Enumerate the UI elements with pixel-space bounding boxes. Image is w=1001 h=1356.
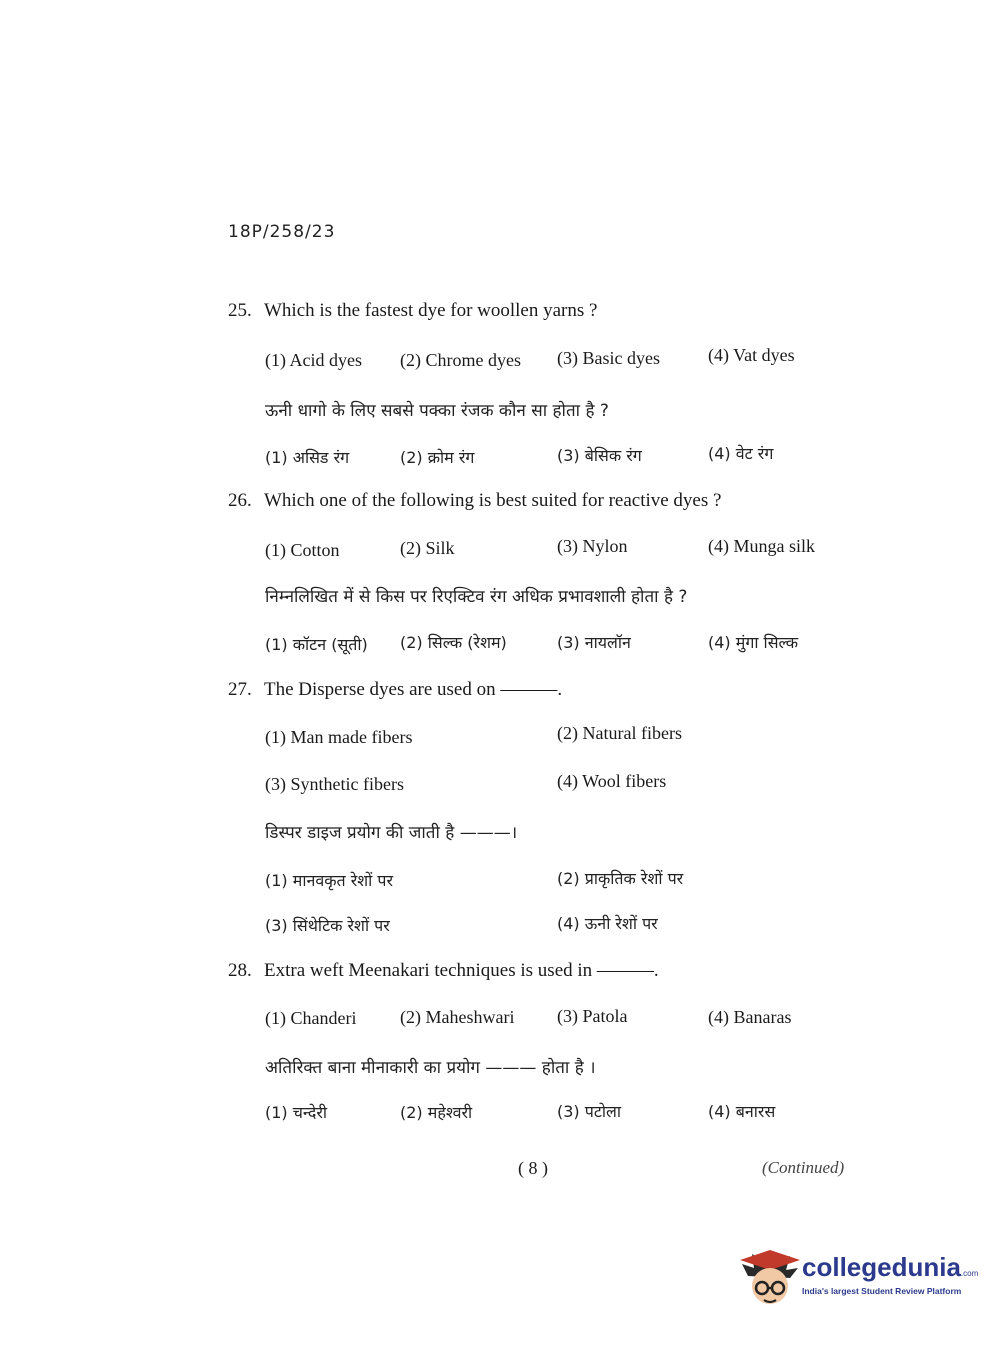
option-4-hindi: (4) मुंगा सिल्क bbox=[708, 633, 799, 652]
question-text-hindi: डिस्पर डाइज प्रयोग की जाती है ———। bbox=[265, 823, 518, 843]
option-3-hindi: (3) पटोला bbox=[557, 1102, 622, 1121]
option-1: (1) Acid dyes bbox=[265, 350, 362, 370]
question-number: 26. bbox=[228, 490, 252, 511]
question-text: Which is the fastest dye for woollen yarns ? bbox=[264, 300, 598, 321]
question-26 bbox=[228, 490, 721, 512]
question-text: Which one of the following is best suited for reactive dyes ? bbox=[264, 490, 722, 511]
option-3: (3) Basic dyes bbox=[557, 348, 660, 368]
question-28 bbox=[228, 960, 659, 982]
option-2-hindi: (2) सिल्क (रेशम) bbox=[400, 633, 507, 652]
option-2-hindi: (2) क्रोम रंग bbox=[400, 448, 475, 467]
option-3: (3) Nylon bbox=[557, 536, 628, 556]
option-2: (2) Maheshwari bbox=[400, 1007, 515, 1027]
option-4: (4) Vat dyes bbox=[708, 345, 795, 365]
question-text-hindi: अतिरिक्त बाना मीनाकारी का प्रयोग ——— होता है । bbox=[265, 1058, 596, 1078]
question-text-hindi: ऊनी धागो के लिए सबसे पक्का रंजक कौन सा होता है ? bbox=[265, 401, 609, 421]
option-3-hindi: (3) नायलॉन bbox=[557, 633, 631, 652]
question-25 bbox=[228, 300, 597, 322]
option-1: (1) Cotton bbox=[265, 540, 340, 560]
page-number: ( 8 ) bbox=[518, 1158, 548, 1178]
option-3-hindi: (3) बेसिक रंग bbox=[557, 446, 642, 465]
option-4-hindi: (4) वेट रंग bbox=[708, 444, 774, 463]
question-number: 28. bbox=[228, 960, 252, 981]
option-1-hindi: (1) कॉटन (सूती) bbox=[265, 635, 368, 654]
brand-tagline: India's largest Student Review Platform bbox=[802, 1286, 962, 1296]
option-4: (4) Munga silk bbox=[708, 536, 815, 556]
option-1-hindi: (1) असिड रंग bbox=[265, 448, 350, 467]
option-2: (2) Silk bbox=[400, 538, 455, 558]
option-4: (4) Wool fibers bbox=[557, 771, 667, 791]
option-2-hindi: (2) प्राकृतिक रेशों पर bbox=[557, 869, 684, 888]
option-4: (4) Banaras bbox=[708, 1007, 792, 1027]
question-text-hindi: निम्नलिखित में से किस पर रिएक्टिव रंग अधिक प्रभावशाली होता है ? bbox=[265, 587, 688, 607]
mascot-icon bbox=[740, 1246, 800, 1312]
question-text: Extra weft Meenakari techniques is used in ———. bbox=[264, 960, 659, 981]
option-3: (3) Patola bbox=[557, 1006, 628, 1026]
option-1: (1) Man made fibers bbox=[265, 727, 413, 747]
paper-code: 18P/258/23 bbox=[228, 222, 336, 242]
option-1: (1) Chanderi bbox=[265, 1008, 357, 1028]
brand-name bbox=[802, 1252, 978, 1283]
option-1-hindi: (1) मानवकृत रेशों पर bbox=[265, 871, 394, 890]
question-text: The Disperse dyes are used on ———. bbox=[264, 679, 563, 700]
option-2: (2) Chrome dyes bbox=[400, 350, 521, 370]
question-number: 25. bbox=[228, 300, 252, 321]
question-27 bbox=[228, 679, 562, 701]
brand-suffix: .com bbox=[960, 1269, 979, 1278]
question-number: 27. bbox=[228, 679, 252, 700]
option-1-hindi: (1) चन्देरी bbox=[265, 1103, 328, 1122]
option-4-hindi: (4) बनारस bbox=[708, 1102, 776, 1121]
brand-text: collegedunia bbox=[802, 1252, 961, 1282]
option-2: (2) Natural fibers bbox=[557, 723, 682, 743]
option-2-hindi: (2) महेश्वरी bbox=[400, 1103, 473, 1122]
option-3-hindi: (3) सिंथेटिक रेशों पर bbox=[265, 916, 390, 935]
continued-label: (Continued) bbox=[762, 1158, 845, 1177]
collegedunia-watermark bbox=[740, 1246, 979, 1316]
option-3: (3) Synthetic fibers bbox=[265, 774, 404, 794]
option-4-hindi: (4) ऊनी रेशों पर bbox=[557, 914, 658, 933]
